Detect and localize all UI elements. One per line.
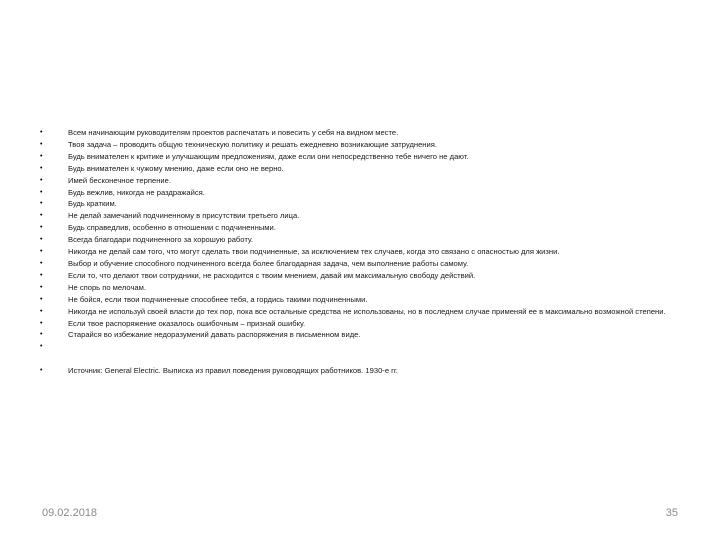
page-number: 35 <box>665 507 678 519</box>
list-item: • Твоя задача – проводить общую техническую политику и решать ежедневно возникающие затруднения. <box>40 139 680 151</box>
list-item: • Не бойся, если твои подчиненные способнее тебя, а гордись такими подчиненными. <box>40 294 680 306</box>
list-item: • Всегда благодари подчиненного за хорошую работу. <box>40 234 680 246</box>
list-item: • Выбор и обучение способного подчиненного всегда более благодарная задача, чем выполнение работы самому. <box>40 258 680 270</box>
list-item: • Будь внимателен к чужому мнению, даже если оно не верно. <box>40 163 680 175</box>
list-item: • Если то, что делают твои сотрудники, не расходится с твоим мнением, давай им максимальную свободу действий. <box>40 270 680 282</box>
list-item: • Будь кратким. <box>40 198 680 210</box>
list-item: • Никогда не делай сам того, что могут сделать твои подчиненные, за исключением тех случаев, когда это связано с опасностью для жизни. <box>40 246 680 258</box>
list-item: • Всем начинающим руководителям проектов распечатать и повесить у себя на видном месте. <box>40 127 680 139</box>
list-item: • Будь внимателен к критике и улучшающим предложениям, даже если они непосредственно тебе ничего не дают. <box>40 151 680 163</box>
list-item: • Имей бесконечное терпение. <box>40 175 680 187</box>
list-spacer <box>40 353 680 365</box>
list-item: • Будь вежлив, никогда не раздражайся. <box>40 187 680 199</box>
list-item: • Будь справедлив, особенно в отношении с подчиненными. <box>40 222 680 234</box>
list-item: • Не делай замечаний подчиненному в присутствии третьего лица. <box>40 210 680 222</box>
list-item: • Старайся во избежание недоразумений давать распоряжения в письменном виде. <box>40 329 680 341</box>
empty-list-item <box>40 341 680 353</box>
list-item: • Никогда не используй своей власти до тех пор, пока все остальные средства не использованы, но в последнем случае применяй ее в максимально возможной степени. <box>40 306 680 318</box>
list-item: • Не спорь по мелочам. <box>40 282 680 294</box>
rules-list <box>40 127 680 377</box>
list-item: • Если твое распоряжение оказалось ошибочным – признай ошибку. <box>40 318 680 330</box>
source-citation: • Источник: General Electric. Выписка из правил поведения руководящих работников. 1930-е гг. <box>40 365 680 377</box>
footer-date: 09.02.2018 <box>42 507 98 519</box>
